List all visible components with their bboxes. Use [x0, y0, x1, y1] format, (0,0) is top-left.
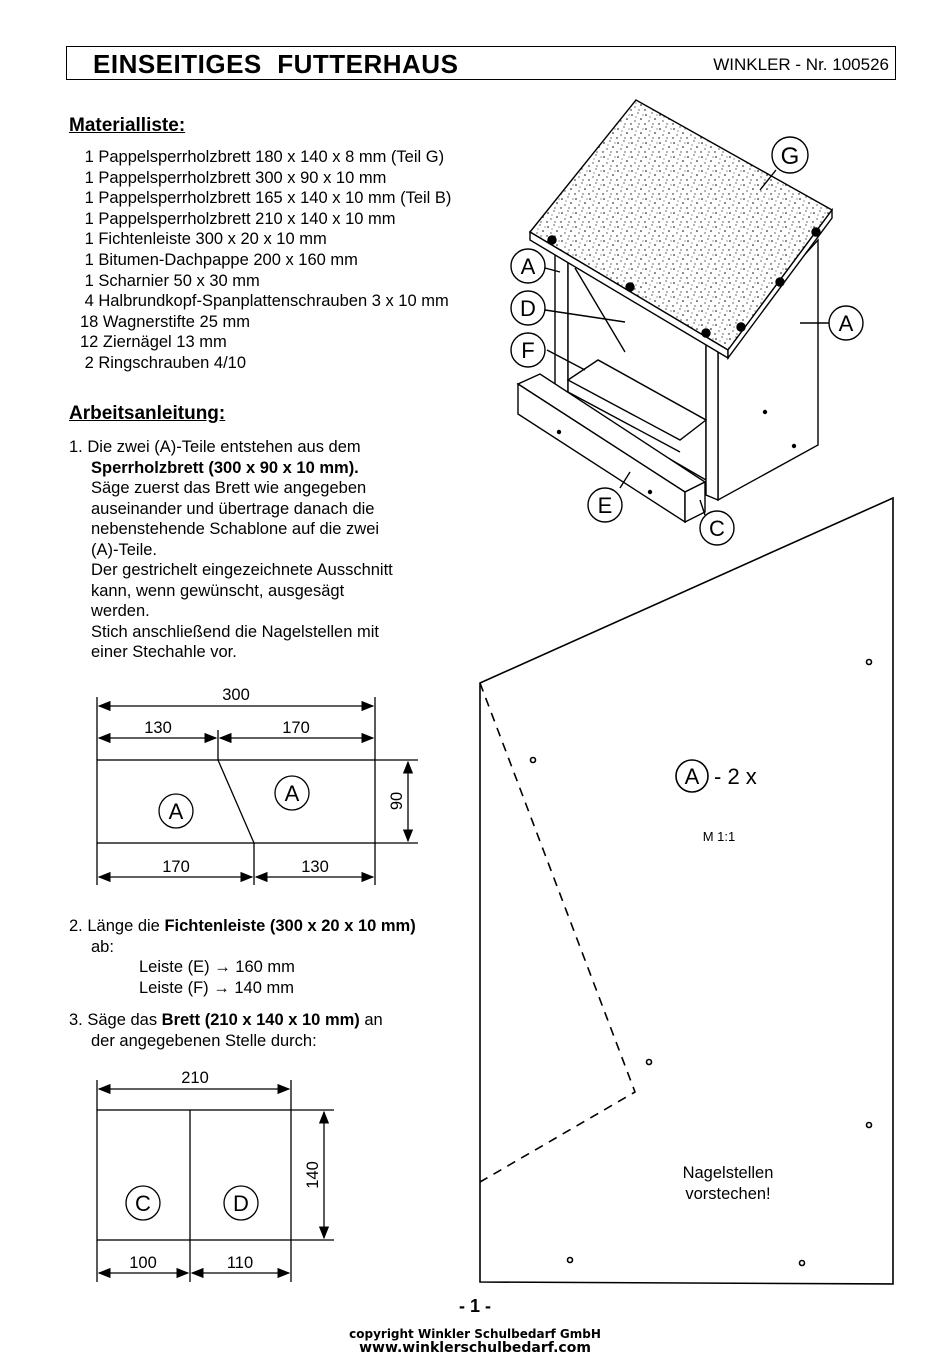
part-label-c: C — [135, 1191, 151, 1216]
step-3-post: an — [359, 1011, 383, 1029]
page-number: - 1 - — [458, 1296, 491, 1316]
house-label-a-left: A — [520, 254, 536, 279]
step-2-cut-f: Leiste (F) → 140 mm — [139, 978, 294, 997]
part-label-a-right: A — [284, 781, 300, 806]
template-note-line1: Nagelstellen — [682, 1164, 774, 1182]
part-label-d: D — [233, 1191, 249, 1216]
step-2-cut-e: Leiste (E) → 160 mm — [139, 958, 295, 976]
step-1-line: (A)-Teile. — [91, 540, 158, 559]
material-item: 1 Pappelsperrholzbrett 180 x 140 x 8 mm (Teil G) — [80, 148, 445, 166]
step-1-number: 1. — [69, 438, 83, 456]
dim2-bottom-left: 100 — [129, 1254, 157, 1272]
material-item: 4 Halbrundkopf-Spanplattenschrauben 3 x 10 mm — [80, 292, 449, 311]
article-number: WINKLER - Nr. 100526 — [713, 55, 889, 74]
step-2-number: 2. — [69, 917, 83, 935]
page-title: EINSEITIGES FUTTERHAUS — [93, 49, 459, 79]
dim-height: 90 — [388, 791, 406, 811]
material-item: 18 Wagnerstifte 25 mm — [80, 312, 250, 331]
material-item: 1 Scharnier 50 x 30 mm — [80, 271, 260, 290]
house-label-d: D — [520, 296, 536, 321]
dim2-bottom-right: 110 — [226, 1254, 254, 1272]
instructions-heading: Arbeitsanleitung: — [69, 403, 226, 424]
step-2-pre: Länge die — [87, 917, 165, 935]
part-label-a-left: A — [168, 799, 184, 824]
step-3-bold: Brett (210 x 140 x 10 mm) — [161, 1011, 360, 1029]
dim2-total: 210 — [181, 1069, 209, 1087]
step-1-line: Säge zuerst das Brett wie angegeben — [91, 479, 367, 497]
house-label-g: G — [780, 143, 800, 170]
material-item: 1 Fichtenleiste 300 x 20 x 10 mm — [80, 230, 327, 249]
bird-feeder-illustration — [511, 100, 863, 545]
step-3-pre: Säge das — [87, 1011, 162, 1029]
copyright-note: copyright Winkler Schulbedarf GmbH — [349, 1327, 601, 1341]
step-2-post: ab: — [91, 937, 114, 956]
step-1-line: nebenstehende Schablone auf die zwei — [91, 520, 380, 538]
template-scale: M 1:1 — [702, 829, 736, 844]
material-item: 1 Pappelsperrholzbrett 210 x 140 x 10 mm — [80, 209, 396, 228]
step-1-line: Die zwei (A)-Teile entstehen aus dem — [87, 438, 361, 456]
dim-top-left: 130 — [144, 719, 172, 737]
material-item: 1 Pappelsperrholzbrett 300 x 90 x 10 mm — [80, 168, 387, 187]
dim-total-300: 300 — [222, 686, 250, 704]
house-label-c: C — [709, 516, 725, 541]
dim-bottom-left: 170 — [162, 858, 190, 876]
step-1-bold: Sperrholzbrett (300 x 90 x 10 mm). — [91, 458, 359, 477]
step-1-line: werden. — [91, 602, 150, 620]
material-item: 1 Bitumen-Dachpappe 200 x 160 mm — [80, 250, 358, 269]
material-item: 2 Ringschrauben 4/10 — [80, 353, 247, 372]
website-url: www.winklerschulbedarf.com — [359, 1340, 591, 1356]
template-note-line2: vorstechen! — [685, 1185, 771, 1203]
step-1-line: einer Stechahle vor. — [91, 643, 237, 661]
template-part-label: A — [684, 764, 700, 789]
step-1-line: Stich anschließend die Nagelstellen mit — [91, 622, 379, 641]
house-label-e: E — [597, 493, 613, 518]
material-item: 1 Pappelsperrholzbrett 165 x 140 x 10 mm (Teil B) — [80, 189, 452, 208]
step-1-line: kann, wenn gewünscht, ausgesägt — [91, 581, 345, 600]
board-split-diagram — [97, 1080, 334, 1282]
dim-top-right: 170 — [282, 719, 310, 737]
step-1-line: Der gestrichelt eingezeichnete Ausschnitt — [91, 561, 393, 579]
dim2-height: 140 — [304, 1161, 322, 1189]
house-label-a-right: A — [838, 311, 854, 336]
house-label-f: F — [521, 338, 535, 363]
step-1-line: auseinander und übertrage danach die — [91, 499, 375, 518]
materials-heading: Materialliste: — [69, 115, 186, 136]
template-count: - 2 x — [714, 764, 757, 789]
material-item: 12 Ziernägel 13 mm — [80, 333, 227, 352]
step-2-bold: Fichtenleiste (300 x 20 x 10 mm) — [164, 917, 416, 935]
step-3-number: 3. — [69, 1011, 83, 1029]
step-3-line2: der angegebenen Stelle durch: — [91, 1031, 317, 1050]
dim-bottom-right: 130 — [301, 858, 329, 876]
